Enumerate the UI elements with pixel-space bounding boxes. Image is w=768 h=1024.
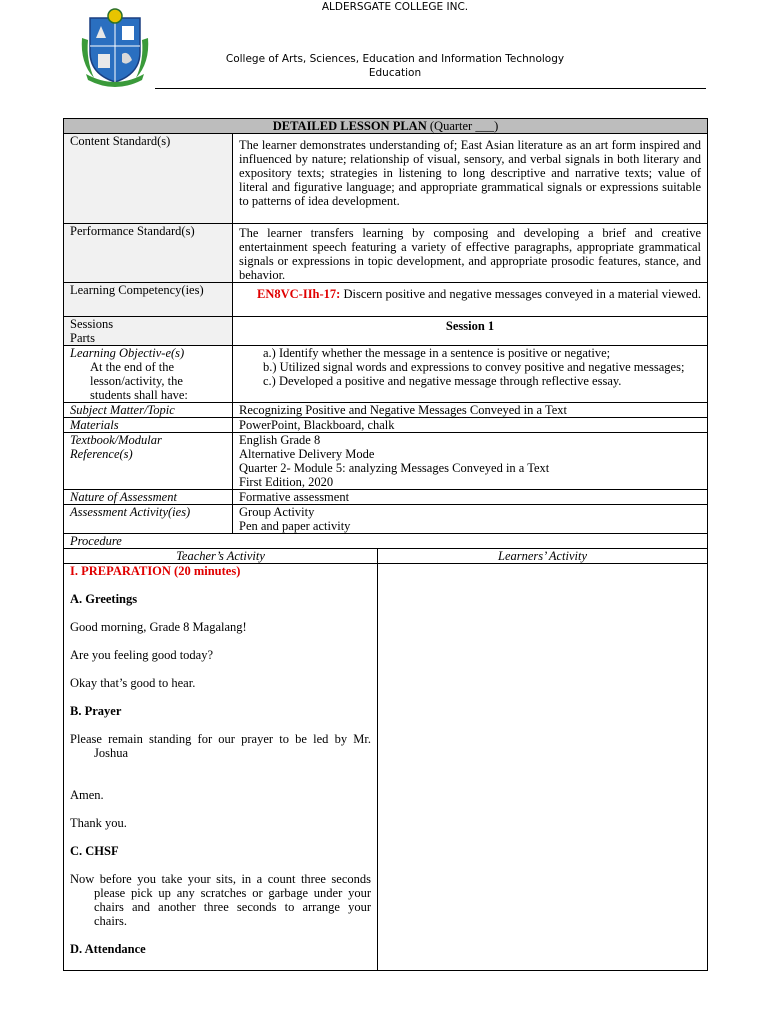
- textbook-line: Quarter 2- Module 5: analyzing Messages Conveyed in a Text: [239, 461, 550, 475]
- college-name: College of Arts, Sciences, Education and Information Technology: [225, 53, 565, 65]
- content-standard-text: The learner demonstrates understanding of; East Asian literature as an art form inspired and influenced by nature; relationship of visual, sensory, and verbal signals in both literary and expository texts; strategies in listening to long descriptive and narrative texts; value of literal and figurative language; and appropriate grammatical signals or expressions suitable to patterns of idea development.: [233, 134, 708, 224]
- procedure-row: [64, 534, 708, 549]
- assessment-nature-value: Formative assessment: [233, 490, 708, 505]
- title-row: [64, 119, 708, 134]
- textbook-line: Alternative Delivery Mode: [239, 447, 375, 461]
- school-name: ALDERSGATE COLLEGE INC.: [321, 1, 469, 13]
- prayer-line: Please remain standing for our prayer to be led by Mr. Joshua: [70, 732, 371, 760]
- college-seal-logo: [76, 8, 154, 88]
- textbook-cell: [233, 433, 708, 490]
- parts-label: Parts: [70, 331, 95, 345]
- competency-row: [64, 283, 708, 317]
- competency-code: EN8VC-IIh-17:: [257, 287, 341, 301]
- assessment-activity-cell: [233, 505, 708, 534]
- materials-value: PowerPoint, Blackboard, chalk: [233, 418, 708, 433]
- prayer-line: Thank you.: [70, 816, 127, 830]
- textbook-line: English Grade 8: [239, 433, 321, 447]
- lesson-plan-table: [63, 118, 708, 971]
- attendance-heading: D. Attendance: [70, 942, 146, 956]
- greeting-line: Are you feeling good today?: [70, 648, 214, 662]
- objectives-cell: [233, 346, 708, 403]
- competency-cell: [233, 283, 708, 317]
- objective-item: a.) Identify whether the message in a sentence is positive or negative;: [263, 346, 611, 360]
- chsf-heading: C. CHSF: [70, 844, 119, 858]
- activity-header-row: [64, 549, 708, 564]
- chsf-line: Now before you take your sits, in a count three seconds please pick up any scratches or garbage under your chairs and another three seconds to arrange your chairs.: [70, 872, 371, 928]
- textbook-line: First Edition, 2020: [239, 475, 334, 489]
- header-divider: [155, 88, 706, 89]
- content-standard-label: Content Standard(s): [64, 134, 233, 224]
- department-name: Education: [368, 67, 422, 79]
- sessions-labels: [64, 317, 233, 346]
- greetings-heading: A. Greetings: [70, 592, 138, 606]
- assessment-activity-line: Group Activity: [239, 505, 315, 519]
- document-header: [0, 0, 768, 95]
- assessment-activity-row: [64, 505, 708, 534]
- performance-standard-text: The learner transfers learning by composing and developing a brief and creative entertainment speech featuring a variety of effective paragraphs, appropriate grammatical signals or expressions in topic development, and appropriate prosodic features, stance, and behavior.: [233, 224, 708, 283]
- materials-row: [64, 418, 708, 433]
- sessions-row: [64, 317, 708, 346]
- objectives-label-cell: [64, 346, 233, 403]
- greeting-line: Good morning, Grade 8 Magalang!: [70, 620, 247, 634]
- competency-text: Discern positive and negative messages conveyed in a material viewed.: [343, 287, 701, 301]
- performance-standard-row: [64, 224, 708, 283]
- assessment-activity-label: Assessment Activity(ies): [64, 505, 233, 534]
- assessment-nature-label: Nature of Assessment: [64, 490, 233, 505]
- content-standard-row: [64, 134, 708, 224]
- subject-value: Recognizing Positive and Negative Messages Conveyed in a Text: [233, 403, 708, 418]
- objective-item: c.) Developed a positive and negative message through reflective essay.: [263, 374, 622, 388]
- objective-item: b.) Utilized signal words and expressions to convey positive and negative messages;: [263, 360, 685, 374]
- sessions-label: Sessions: [70, 317, 114, 331]
- objectives-label: Learning Objectiv-e(s): [70, 346, 185, 360]
- assessment-activity-line: Pen and paper activity: [239, 519, 351, 533]
- learner-activity-header: Learners’ Activity: [378, 549, 708, 564]
- prayer-heading: B. Prayer: [70, 704, 122, 718]
- learner-activity-cell: [378, 564, 708, 971]
- textbook-row: [64, 433, 708, 490]
- activity-row: [64, 564, 708, 971]
- objectives-row: [64, 346, 708, 403]
- quarter-label: (Quarter ___): [429, 119, 499, 133]
- textbook-label: Textbook/Modular Reference(s): [64, 433, 233, 490]
- competency-label: Learning Competency(ies): [64, 283, 233, 317]
- objectives-intro: At the end of the lesson/activity, the students shall have:: [90, 360, 188, 402]
- plan-title: DETAILED LESSON PLAN: [272, 119, 427, 133]
- objectives-list: [239, 346, 701, 388]
- preparation-heading: I. PREPARATION (20 minutes): [70, 564, 241, 578]
- teacher-activity-header: Teacher’s Activity: [64, 549, 378, 564]
- materials-label: Materials: [64, 418, 233, 433]
- teacher-activity-cell: [64, 564, 378, 971]
- procedure-label: Procedure: [64, 534, 708, 549]
- session-value: Session 1: [233, 317, 708, 346]
- greeting-line: Okay that’s good to hear.: [70, 676, 196, 690]
- subject-row: [64, 403, 708, 418]
- prayer-line: Amen.: [70, 788, 104, 802]
- performance-standard-label: Performance Standard(s): [64, 224, 233, 283]
- subject-label: Subject Matter/Topic: [64, 403, 233, 418]
- assessment-nature-row: [64, 490, 708, 505]
